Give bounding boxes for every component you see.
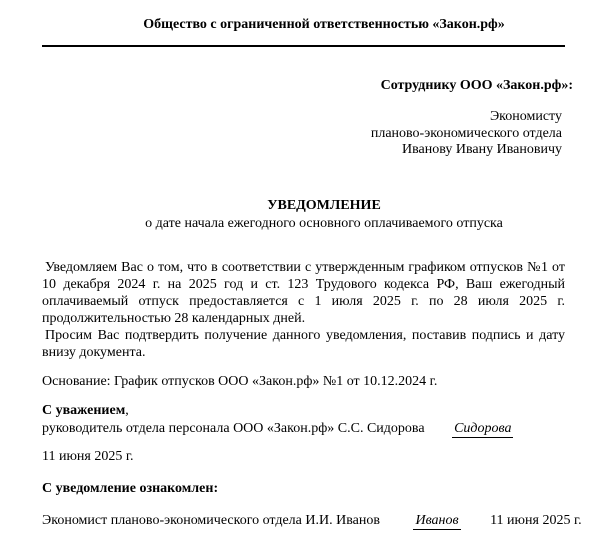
body-paragraph-2: Просим Вас подтвердить получение данного уведомления, поставив подпись и дату внизу документа.	[42, 328, 565, 360]
addressee-to-line: Сотруднику ООО «Закон.рф»:	[380, 78, 573, 93]
addressee-block	[42, 109, 562, 159]
signoff-block	[42, 402, 565, 437]
company-name: Общество с ограниченной ответственностью «Закон.рф»	[143, 17, 505, 32]
signer-title-line: руководитель отдела персонала ООО «Закон.рф» С.С. Сидорова	[42, 420, 425, 436]
salutation-text: С уважением	[42, 403, 126, 418]
document-body	[42, 259, 565, 361]
salutation-comma: ,	[125, 403, 129, 418]
acknowledgement-date: 11 июня 2025 г.	[490, 513, 582, 528]
acknowledgement-heading: С уведомление ознакомлен:	[42, 481, 219, 496]
document-title: УВЕДОМЛЕНИЕ	[267, 198, 381, 213]
signer-line	[42, 420, 565, 438]
document-date: 11 июня 2025 г.	[42, 449, 134, 464]
acknowledgement-row	[42, 512, 590, 529]
acknowledged-person-line: Экономист планово-экономического отдела И.И. Иванов	[42, 513, 380, 528]
salutation-line	[42, 402, 565, 420]
addressee-department-line: планово-экономического отдела	[370, 125, 562, 141]
body-paragraph-1: Уведомляем Вас о том, что в соответствии с утвержденным графиком отпусков №1 от 10 декабря 2024 г. на 2025 год и ст. 123 Трудового кодекса РФ, Ваш ежегодный оплачиваемый отпуск предоставляется с 1 июля 2025 г. по 28 июля 2025 г. продолжительностью 28 календарных дней.	[42, 260, 565, 326]
addressee-name-line: Иванову Ивану Ивановичу	[401, 142, 562, 157]
basis-line: Основание: График отпусков ООО «Закон.рф» №1 от 10.12.2024 г.	[42, 374, 438, 389]
header-rule	[42, 45, 565, 47]
addressee-role-line: Экономисту	[489, 109, 562, 124]
document-subtitle: о дате начала ежегодного основного оплачиваемого отпуска	[145, 216, 503, 231]
signature-sidorova: Сидорова	[454, 420, 512, 436]
signature-ivanov: Иванов	[415, 513, 459, 528]
